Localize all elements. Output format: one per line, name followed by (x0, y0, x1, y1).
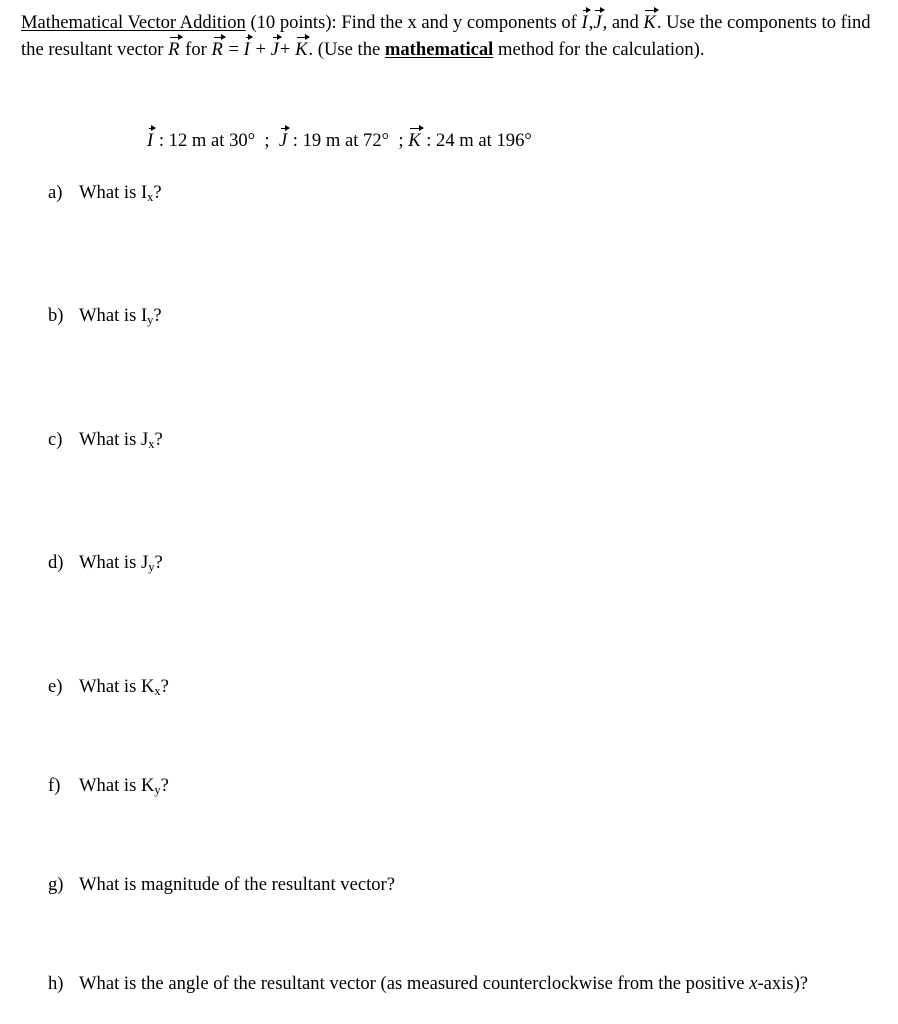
question-c (48, 428, 163, 456)
problem-statement (21, 9, 881, 63)
question-text-end: -axis)? (757, 973, 809, 994)
given-k-symbol: K (408, 127, 421, 155)
equals-text: = (223, 39, 244, 60)
and-text: , and (602, 12, 644, 33)
question-h (48, 972, 808, 996)
plus-text-2: + (279, 39, 296, 60)
subscript: x (147, 190, 154, 204)
question-a (48, 181, 162, 209)
question-label: b) (48, 305, 64, 326)
question-text: What is J (79, 429, 149, 450)
question-f (48, 774, 169, 802)
vector-j-symbol-eq: J (271, 36, 280, 63)
question-text: What is J (79, 552, 149, 573)
question-label: f) (48, 775, 61, 796)
question-mark: ? (160, 676, 169, 697)
question-label: d) (48, 552, 64, 573)
subscript: y (148, 560, 155, 574)
given-vectors (147, 127, 532, 155)
question-e (48, 675, 169, 703)
points-text: (10 points): Find the x and y components of (245, 12, 582, 33)
question-b (48, 304, 162, 332)
method-note: . (Use the (308, 39, 385, 60)
vector-r-symbol: R (168, 36, 180, 63)
comma: , (588, 12, 594, 33)
question-mark: ? (153, 305, 162, 326)
subscript: x (148, 437, 155, 451)
question-mark: ? (154, 552, 163, 573)
axis-variable: x (749, 973, 758, 994)
question-mark: ? (154, 429, 163, 450)
vector-i-symbol: I (581, 9, 588, 36)
question-text: What is I (79, 182, 148, 203)
question-text: What is K (79, 775, 155, 796)
question-label: a) (48, 182, 63, 203)
problem-title: Mathematical Vector Addition (21, 12, 246, 33)
subscript: y (154, 783, 161, 797)
question-d (48, 551, 163, 579)
question-text: What is the angle of the resultant vector (as measured counterclockwise from the positive (79, 973, 750, 994)
given-k-value: : 24 m at 196° (421, 130, 532, 151)
given-j-symbol: J (279, 127, 288, 155)
question-text: What is magnitude of the resultant vector? (79, 874, 395, 895)
question-mark: ? (153, 182, 162, 203)
instruction-text: . Use the components to find the resultant vector (21, 12, 871, 60)
vector-k-symbol-eq: K (295, 36, 308, 63)
given-i-symbol: I (147, 127, 154, 155)
subscript: y (147, 313, 154, 327)
method-emphasis: mathematical (384, 39, 494, 60)
for-text: for (180, 39, 212, 60)
question-g (48, 873, 395, 897)
vector-j-symbol: J (593, 9, 602, 36)
question-label: c) (48, 429, 63, 450)
subscript: x (154, 684, 161, 698)
question-text: What is K (79, 676, 155, 697)
given-i-value: : 12 m at 30° ; (154, 130, 279, 151)
question-label: g) (48, 874, 64, 895)
given-j-value: : 19 m at 72° ; (288, 130, 409, 151)
question-mark: ? (160, 775, 169, 796)
plus-text: + (250, 39, 271, 60)
question-text: What is I (79, 305, 148, 326)
method-note-end: method for the calculation). (493, 39, 705, 60)
vector-k-symbol: K (643, 9, 656, 36)
question-label: e) (48, 676, 63, 697)
vector-r-symbol-eq: R (212, 36, 224, 63)
question-label: h) (48, 973, 64, 994)
vector-i-symbol-eq: I (244, 36, 251, 63)
